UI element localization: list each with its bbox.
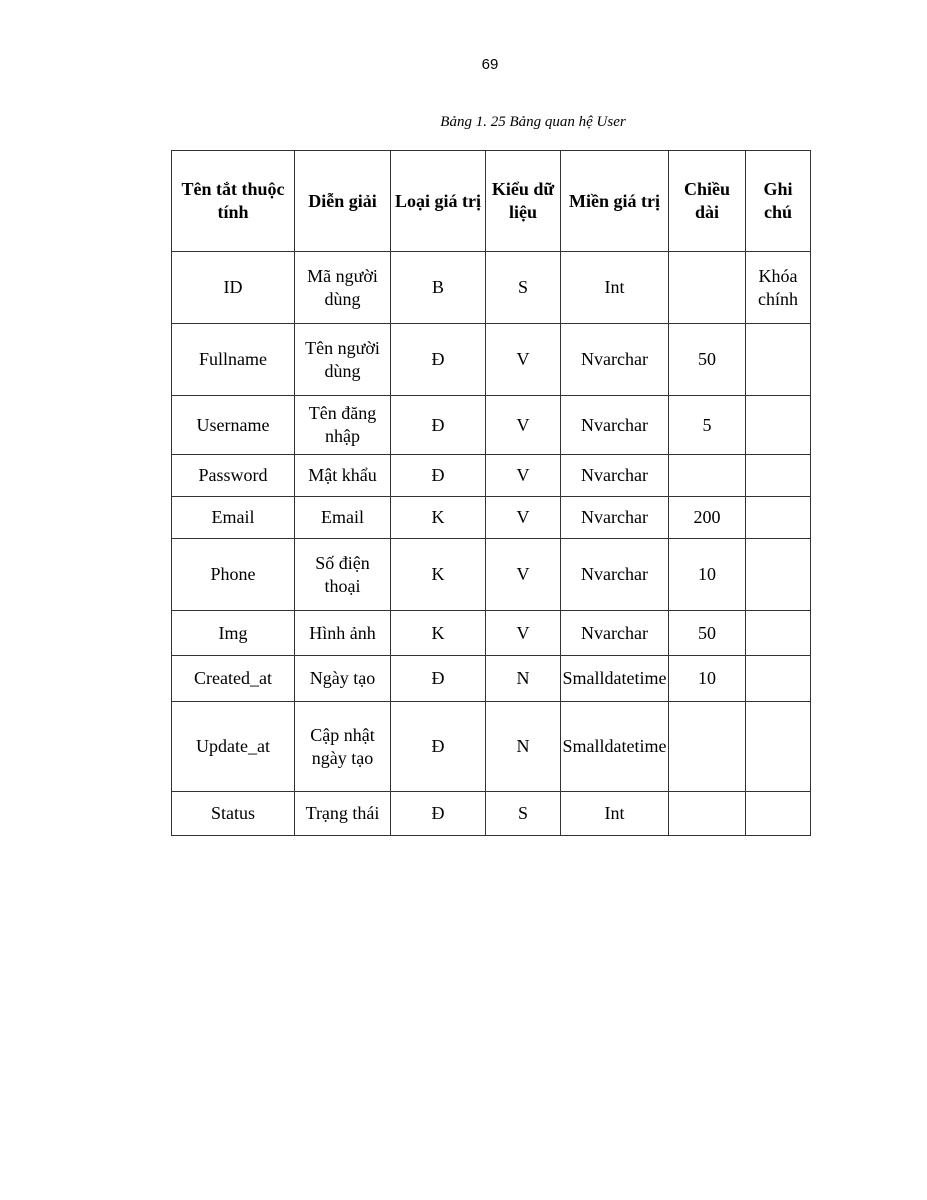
cell-data-type: S [486, 252, 561, 324]
cell-data-type: V [486, 396, 561, 455]
cell-note [746, 455, 811, 497]
cell-attribute: Email [172, 497, 295, 539]
table-row [172, 702, 811, 792]
cell-length: 50 [669, 611, 746, 656]
cell-data-type: V [486, 324, 561, 396]
user-relation-table [171, 150, 811, 836]
cell-domain: Nvarchar [561, 455, 669, 497]
cell-note: Khóa chính [746, 252, 811, 324]
cell-domain: Nvarchar [561, 611, 669, 656]
cell-note [746, 792, 811, 836]
cell-attribute: Update_at [172, 702, 295, 792]
cell-attribute: Status [172, 792, 295, 836]
table-row [172, 656, 811, 702]
cell-data-type: N [486, 656, 561, 702]
cell-description: Cập nhật ngày tạo [295, 702, 391, 792]
cell-value-type: Đ [391, 396, 486, 455]
cell-domain: Nvarchar [561, 396, 669, 455]
cell-description: Mật khẩu [295, 455, 391, 497]
table-row [172, 611, 811, 656]
cell-value-type: Đ [391, 324, 486, 396]
header-note: Ghi chú [746, 151, 811, 252]
cell-description: Ngày tạo [295, 656, 391, 702]
cell-length: 10 [669, 656, 746, 702]
cell-description: Hình ảnh [295, 611, 391, 656]
cell-length [669, 455, 746, 497]
table-row [172, 539, 811, 611]
cell-attribute: Created_at [172, 656, 295, 702]
header-value-domain: Miền giá trị [561, 151, 669, 252]
cell-value-type: Đ [391, 455, 486, 497]
cell-length: 5 [669, 396, 746, 455]
cell-domain: Nvarchar [561, 497, 669, 539]
cell-data-type: V [486, 455, 561, 497]
cell-value-type: Đ [391, 656, 486, 702]
header-value-type: Loại giá trị [391, 151, 486, 252]
cell-data-type: N [486, 702, 561, 792]
cell-value-type: Đ [391, 792, 486, 836]
cell-length [669, 792, 746, 836]
cell-length [669, 252, 746, 324]
page-number: 69 [481, 56, 499, 73]
header-attribute-name: Tên tắt thuộc tính [172, 151, 295, 252]
table-header-row [172, 151, 811, 252]
cell-attribute: Fullname [172, 324, 295, 396]
table-row [172, 324, 811, 396]
cell-data-type: V [486, 539, 561, 611]
cell-length [669, 702, 746, 792]
header-data-type: Kiểu dữ liệu [486, 151, 561, 252]
cell-note [746, 539, 811, 611]
table-row [172, 252, 811, 324]
cell-attribute: Img [172, 611, 295, 656]
cell-domain: Smalldatetime [561, 656, 669, 702]
cell-attribute: Phone [172, 539, 295, 611]
cell-value-type: K [391, 497, 486, 539]
cell-value-type: K [391, 539, 486, 611]
cell-length: 200 [669, 497, 746, 539]
cell-attribute: Password [172, 455, 295, 497]
cell-description: Email [295, 497, 391, 539]
header-description: Diễn giải [295, 151, 391, 252]
cell-note [746, 702, 811, 792]
cell-note [746, 396, 811, 455]
cell-length: 10 [669, 539, 746, 611]
table-row [172, 792, 811, 836]
cell-note [746, 656, 811, 702]
cell-description: Số điện thoại [295, 539, 391, 611]
table-caption: Bảng 1. 25 Bảng quan hệ User [440, 114, 626, 130]
cell-value-type: B [391, 252, 486, 324]
cell-note [746, 497, 811, 539]
cell-description: Mã người dùng [295, 252, 391, 324]
cell-domain: Nvarchar [561, 324, 669, 396]
cell-description: Tên người dùng [295, 324, 391, 396]
cell-data-type: V [486, 497, 561, 539]
cell-description: Tên đăng nhập [295, 396, 391, 455]
cell-value-type: K [391, 611, 486, 656]
header-length: Chiều dài [669, 151, 746, 252]
cell-domain: Int [561, 792, 669, 836]
cell-attribute: ID [172, 252, 295, 324]
table-row [172, 455, 811, 497]
cell-domain: Int [561, 252, 669, 324]
cell-value-type: Đ [391, 702, 486, 792]
cell-note [746, 611, 811, 656]
cell-length: 50 [669, 324, 746, 396]
cell-note [746, 324, 811, 396]
cell-attribute: Username [172, 396, 295, 455]
cell-data-type: V [486, 611, 561, 656]
table-row [172, 497, 811, 539]
cell-description: Trạng thái [295, 792, 391, 836]
cell-domain: Nvarchar [561, 539, 669, 611]
table-row [172, 396, 811, 455]
cell-data-type: S [486, 792, 561, 836]
cell-domain: Smalldatetime [561, 702, 669, 792]
